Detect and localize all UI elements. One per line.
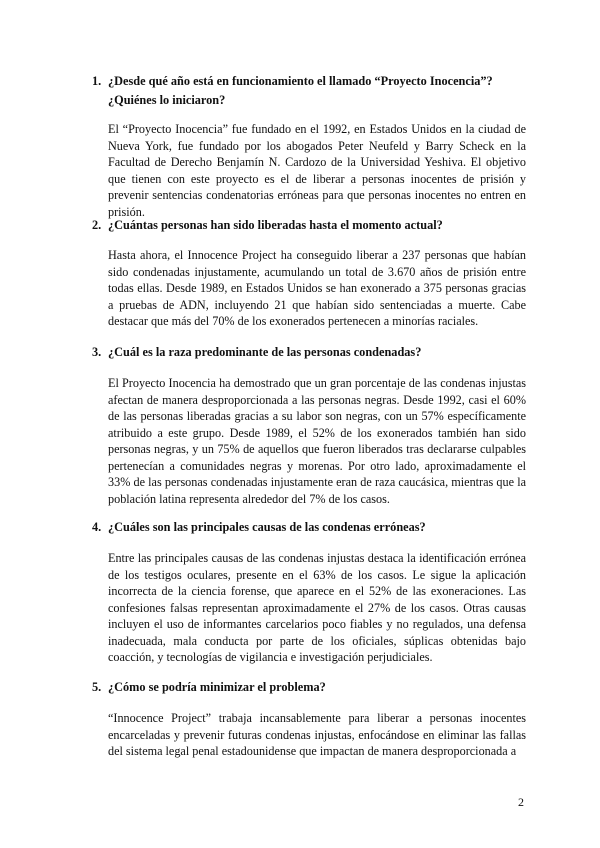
question-number: 2. xyxy=(92,218,102,232)
question-5 xyxy=(92,678,532,697)
question-text: ¿Cómo se podría minimizar el problema? xyxy=(108,680,326,694)
answer-5: “Innocence Project” trabaja incansablemente para liberar a personas inocentes encarceladas y prevenir futuras condenas injustas, enfocándose en eliminar las fallas del sistema legal penal estadounidense que impactan de manera desproporcionada a xyxy=(108,711,526,758)
question-text: ¿Cuáles son las principales causas de las condenas erróneas? xyxy=(108,520,426,534)
question-number: 3. xyxy=(92,345,102,359)
question-text: ¿Desde qué año está en funcionamiento el llamado “Proyecto Inocencia”? ¿Quiénes lo iniciaron? xyxy=(108,74,493,107)
question-text: ¿Cuántas personas han sido liberadas hasta el momento actual? xyxy=(108,218,443,232)
question-number: 4. xyxy=(92,520,102,534)
page-number: 2 xyxy=(518,795,524,809)
question-3 xyxy=(92,343,532,362)
answer-3: El Proyecto Inocencia ha demostrado que un gran porcentaje de las condenas injustas afectan de manera desproporcionada a las personas negras. Desde 1992, casi el 60% de las personas liberadas gracias a su labor son negras, con un 57% específicamente atribuido a este grupo. Desde 1989, el 52% de los exonerados también han sido personas negras, y un 75% de aquellos que fueron liberados tras declararse culpables pertenecían a comunidades negras y morenas. Por otro lado, aproximadamente el 33% de las personas condenadas injustamente eran de raza caucásica, mientras que la población latina representa alrededor del 7% de los casos. xyxy=(108,376,526,506)
question-number: 5. xyxy=(92,680,102,694)
question-1 xyxy=(92,72,532,110)
question-text: ¿Cuál es la raza predominante de las personas condenadas? xyxy=(108,345,422,359)
question-2 xyxy=(92,216,532,235)
answer-4: Entre las principales causas de las condenas injustas destaca la identificación errónea de los testigos oculares, presente en el 63% de los casos. Le sigue la aplicación incorrecta de la ciencia forense, que aparece en el 52% de las exoneraciones. Las confesiones falsas representan aproximadamente el 27% de los casos. Otras causas incluyen el uso de informantes carcelarios poco fiables y no regulados, una defensa inadecuada, mala conducta por parte de los oficiales, súplicas obtenidas bajo coacción, y tecnologías de vigilancia e investigación perjudiciales. xyxy=(108,551,526,664)
question-number: 1. xyxy=(92,74,102,88)
answer-1: El “Proyecto Inocencia” fue fundado en el 1992, en Estados Unidos en la ciudad de Nueva York, fue fundado por los abogados Peter Neufeld y Barry Scheck en la Facultad de Derecho Benjamín N. Cardozo de la Universidad Yeshiva. El objetivo que tienen con este proyecto es el de liberar a personas inocentes de prisión y prevenir sentencias condenatorias erróneas para que personas inocentes no entren en prisión. xyxy=(108,122,526,219)
question-4 xyxy=(92,518,532,537)
answer-2: Hasta ahora, el Innocence Project ha conseguido liberar a 237 personas que habían sido condenadas injustamente, acumulando un total de 3.670 años de prisión entre todas ellas. Desde 1989, en Estados Unidos se han exonerado a 375 personas gracias a pruebas de ADN, incluyendo 21 que habían sido sentenciadas a muerte. Cabe destacar que más del 70% de los exonerados pertenecen a minorías raciales. xyxy=(108,248,526,328)
